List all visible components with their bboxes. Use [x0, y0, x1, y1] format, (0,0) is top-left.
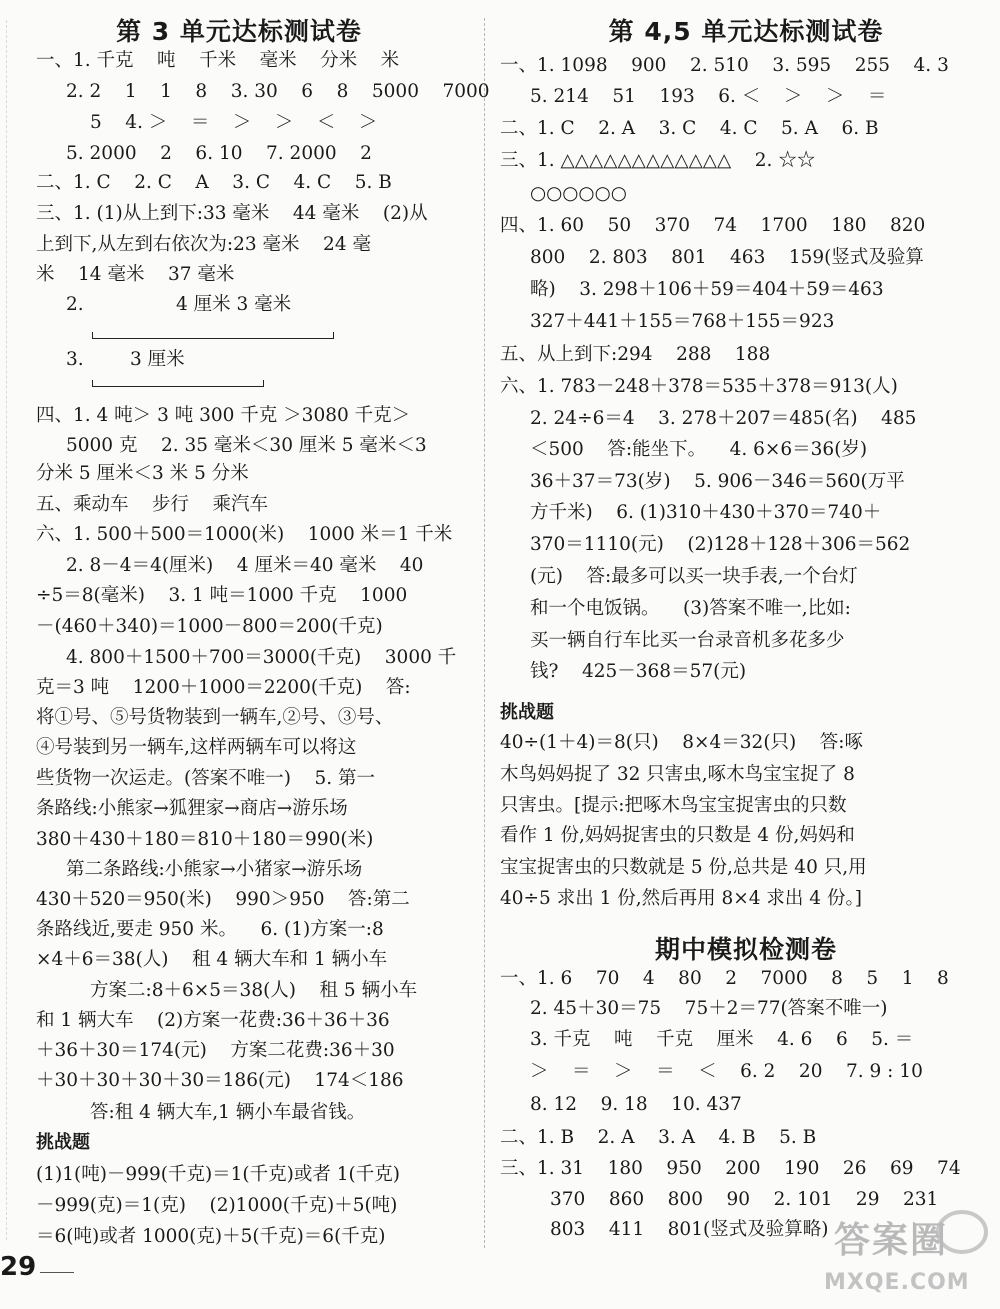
- unit3-answer-line: 3 厘米: [130, 349, 185, 370]
- unit3-answer-line: ÷5＝8(毫米) 3. 1 吨＝1000 千克 1000: [36, 585, 408, 606]
- unit3-test-title: 第 3 单元达标测试卷: [116, 17, 362, 46]
- unit45-answer-line: 略) 3. 298＋106＋59＝404＋59＝463: [530, 279, 884, 300]
- unit45-answer-line: 六、1. 783－248＋378＝535＋378＝913(人): [500, 376, 898, 397]
- unit3-answer-line: 5000 克 2. 35 毫米＜30 厘米 5 毫米＜3: [66, 435, 427, 456]
- midterm-answer-line: ＞ ＝ ＞ ＝ ＜ 6. 2 20 7. 9 : 10: [530, 1061, 923, 1082]
- unit45-answer-line: 327＋441＋155＝768＋155＝923: [530, 311, 835, 332]
- unit3-answer-line: 五、乘动车 步行 乘汽车: [36, 494, 269, 515]
- watermark-url: MXQE.COM: [824, 1270, 970, 1295]
- unit45-answer-line: 一、1. 1098 900 2. 510 3. 595 255 4. 3: [500, 55, 949, 76]
- unit3-answer-line: ＋36＋30＝174(元) 方案二花费:36＋30: [36, 1040, 395, 1061]
- unit45-answer-line: 四、1. 60 50 370 74 1700 180 820: [500, 215, 926, 236]
- unit3-answer-line: 分米 5 厘米＜3 米 5 分米: [36, 463, 249, 484]
- unit3-answer-line: ④号装到另一辆车,这样两辆车可以将这: [36, 737, 357, 758]
- midterm-answer-line: 803 411 801(竖式及验算略): [550, 1219, 829, 1240]
- unit45-answer-line: 宝宝捉害虫的只数就是 5 份,总共是 40 只,用: [500, 857, 867, 878]
- unit45-answer-line: 五、从上到下:294 288 188: [500, 344, 771, 365]
- midterm-test-title: 期中模拟检测卷: [654, 935, 837, 964]
- unit3-answer-line: 克＝3 吨 1200＋1000＝2200(千克) 答:: [36, 677, 411, 698]
- unit3-answer-line: 上到下,从左到右依次为:23 毫米 24 毫: [36, 234, 371, 255]
- unit45-answer-line: 钱? 425－368＝57(元): [530, 661, 747, 682]
- midterm-answer-line: 370 860 800 90 2. 101 29 231: [550, 1189, 939, 1210]
- unit3-answer-line: 二、1. C 2. C A 3. C 4. C 5. B: [36, 172, 392, 193]
- unit45-answer-line: ＜500 答:能坐下。 4. 6×6＝36(岁): [530, 439, 868, 460]
- unit3-answer-line: 方案二:8＋6×5＝38(人) 租 5 辆小车: [90, 980, 418, 1001]
- unit3-answer-line: 四、1. 4 吨＞ 3 吨 300 千克 ＞3080 千克＞: [36, 405, 411, 426]
- unit45-answer-line: 买一辆自行车比买一台录音机多花多少: [530, 630, 845, 651]
- unit3-answer-line: 些货物一次运走。(答案不唯一) 5. 第一: [36, 768, 375, 789]
- unit3-answer-line: ×4＋6＝38(人) 租 4 辆大车和 1 辆小车: [36, 949, 388, 970]
- midterm-answer-line: 二、1. B 2. A 3. A 4. B 5. B: [500, 1127, 817, 1148]
- unit3-answer-line: 380＋430＋180＝810＋180＝990(米): [36, 829, 374, 850]
- watermark-text: 答案圈: [834, 1220, 949, 1261]
- midterm-answer-line: 2. 45＋30＝75 75＋2＝77(答案不唯一): [530, 998, 888, 1019]
- unit3-answer-line: －(460＋340)＝1000－800＝200(千克): [36, 616, 383, 637]
- unit3-answer-line: 米 14 毫米 37 毫米: [36, 264, 235, 285]
- midterm-answer-line: 一、1. 6 70 4 80 2 7000 8 5 1 8: [500, 968, 949, 989]
- column-divider: [484, 18, 485, 1248]
- unit3-answer-line: 430＋520＝950(米) 990＞950 答:第二: [36, 889, 410, 910]
- unit45-answer-line: 二、1. C 2. A 3. C 4. C 5. A 6. B: [500, 118, 879, 139]
- unit3-answer-line: 答:租 4 辆大车,1 辆小车最省钱。: [90, 1102, 366, 1123]
- unit45-answer-line: (元) 答:最多可以买一块手表,一个台灯: [530, 566, 858, 587]
- unit3-answer-line: 2. 2 1 1 8 3. 30 6 8 5000 7000: [66, 81, 490, 102]
- watermark: [812, 1208, 992, 1304]
- unit3-answer-line: 5. 2000 2 6. 10 7. 2000 2: [66, 143, 372, 164]
- line-segment-43mm: [92, 332, 334, 339]
- unit3-answer-line: ＋30＋30＋30＋30＝186(元) 174＜186: [36, 1070, 404, 1091]
- binding-edge: [6, 20, 7, 1240]
- unit3-answer-line: 条路线近,要走 950 米。 6. (1)方案一:8: [36, 919, 384, 940]
- unit45-answer-line: 36＋37＝73(岁) 5. 906－346＝560(万平: [530, 471, 905, 492]
- unit45-answer-line: 只害虫。[提示:把啄木鸟宝宝捉害虫的只数: [500, 795, 847, 816]
- unit3-answer-line: 4. 800＋1500＋700＝3000(千克) 3000 千: [66, 647, 457, 668]
- unit3-answer-line: 3.: [66, 349, 84, 370]
- line-segment-3cm: [92, 380, 264, 387]
- unit45-answer-line: 40÷5 求出 1 份,然后再用 8×4 求出 4 份。]: [500, 888, 862, 909]
- unit45-answer-line: 800 2. 803 801 463 159(竖式及验算: [530, 247, 924, 268]
- unit3-answer-line: 2.: [66, 294, 84, 315]
- unit3-answer-heading: 挑战题: [36, 1132, 90, 1153]
- unit3-answer-line: 第二条路线:小熊家→小猪家→游乐场: [66, 859, 363, 880]
- unit3-answer-line: (1)1(吨)－999(千克)＝1(千克)或者 1(千克): [36, 1164, 400, 1185]
- unit45-test-title: 第 4,5 单元达标测试卷: [608, 17, 884, 46]
- midterm-answer-line: 3. 千克 吨 千克 厘米 4. 6 6 5. ＝: [530, 1029, 914, 1050]
- unit45-answer-line: 2. 24÷6＝4 3. 278＋207＝485(名) 485: [530, 408, 917, 429]
- unit45-answer-line: 5. 214 51 193 6. ＜ ＞ ＞ ＝: [530, 86, 887, 107]
- page-number-rule: [40, 1272, 74, 1273]
- unit3-answer-line: 六、1. 500＋500＝1000(米) 1000 米＝1 千米: [36, 524, 453, 545]
- unit45-answer-line: 方千米) 6. (1)310＋430＋370＝740＋: [530, 502, 882, 523]
- unit45-answer-line: ○○○○○○: [530, 183, 627, 204]
- unit3-answer-line: 三、1. (1)从上到下:33 毫米 44 毫米 (2)从: [36, 203, 428, 224]
- unit45-answer-line: 三、1. △△△△△△△△△△△△ 2. ☆☆: [500, 150, 816, 171]
- page-number: 29: [0, 1252, 37, 1282]
- unit45-answer-heading: 挑战题: [500, 702, 554, 723]
- unit3-answer-line: ＝6(吨)或者 1000(克)＋5(千克)＝6(千克): [36, 1226, 386, 1247]
- unit45-answer-line: 木鸟妈妈捉了 32 只害虫,啄木鸟宝宝捉了 8: [500, 764, 855, 785]
- unit3-answer-line: 2. 8－4＝4(厘米) 4 厘米＝40 毫米 40: [66, 555, 424, 576]
- unit45-answer-line: 370＝1110(元) (2)128＋128＋306＝562: [530, 534, 911, 555]
- unit3-answer-line: 一、1. 千克 吨 千米 毫米 分米 米: [36, 50, 400, 71]
- unit3-answer-line: 和 1 辆大车 (2)方案一花费:36＋36＋36: [36, 1010, 390, 1031]
- unit45-answer-line: 40÷(1＋4)＝8(只) 8×4＝32(只) 答:啄: [500, 732, 864, 753]
- unit3-answer-line: －999(克)＝1(克) (2)1000(千克)＋5(吨): [36, 1195, 398, 1216]
- unit45-answer-line: 和一个电饭锅。 (3)答案不唯一,比如:: [530, 598, 851, 619]
- unit3-answer-line: 4 厘米 3 毫米: [176, 294, 292, 315]
- unit3-answer-line: 条路线:小熊家→狐狸家→商店→游乐场: [36, 798, 348, 819]
- midterm-answer-line: 8. 12 9. 18 10. 437: [530, 1094, 742, 1115]
- unit3-answer-line: 5 4. ＞ ＝ ＞ ＞ ＜ ＞: [90, 112, 378, 133]
- unit3-answer-line: 将①号、⑤号货物装到一辆车,②号、③号、: [36, 707, 394, 728]
- unit45-answer-line: 看作 1 份,妈妈捉害虫的只数是 4 份,妈妈和: [500, 825, 855, 846]
- midterm-answer-line: 三、1. 31 180 950 200 190 26 69 74: [500, 1158, 961, 1179]
